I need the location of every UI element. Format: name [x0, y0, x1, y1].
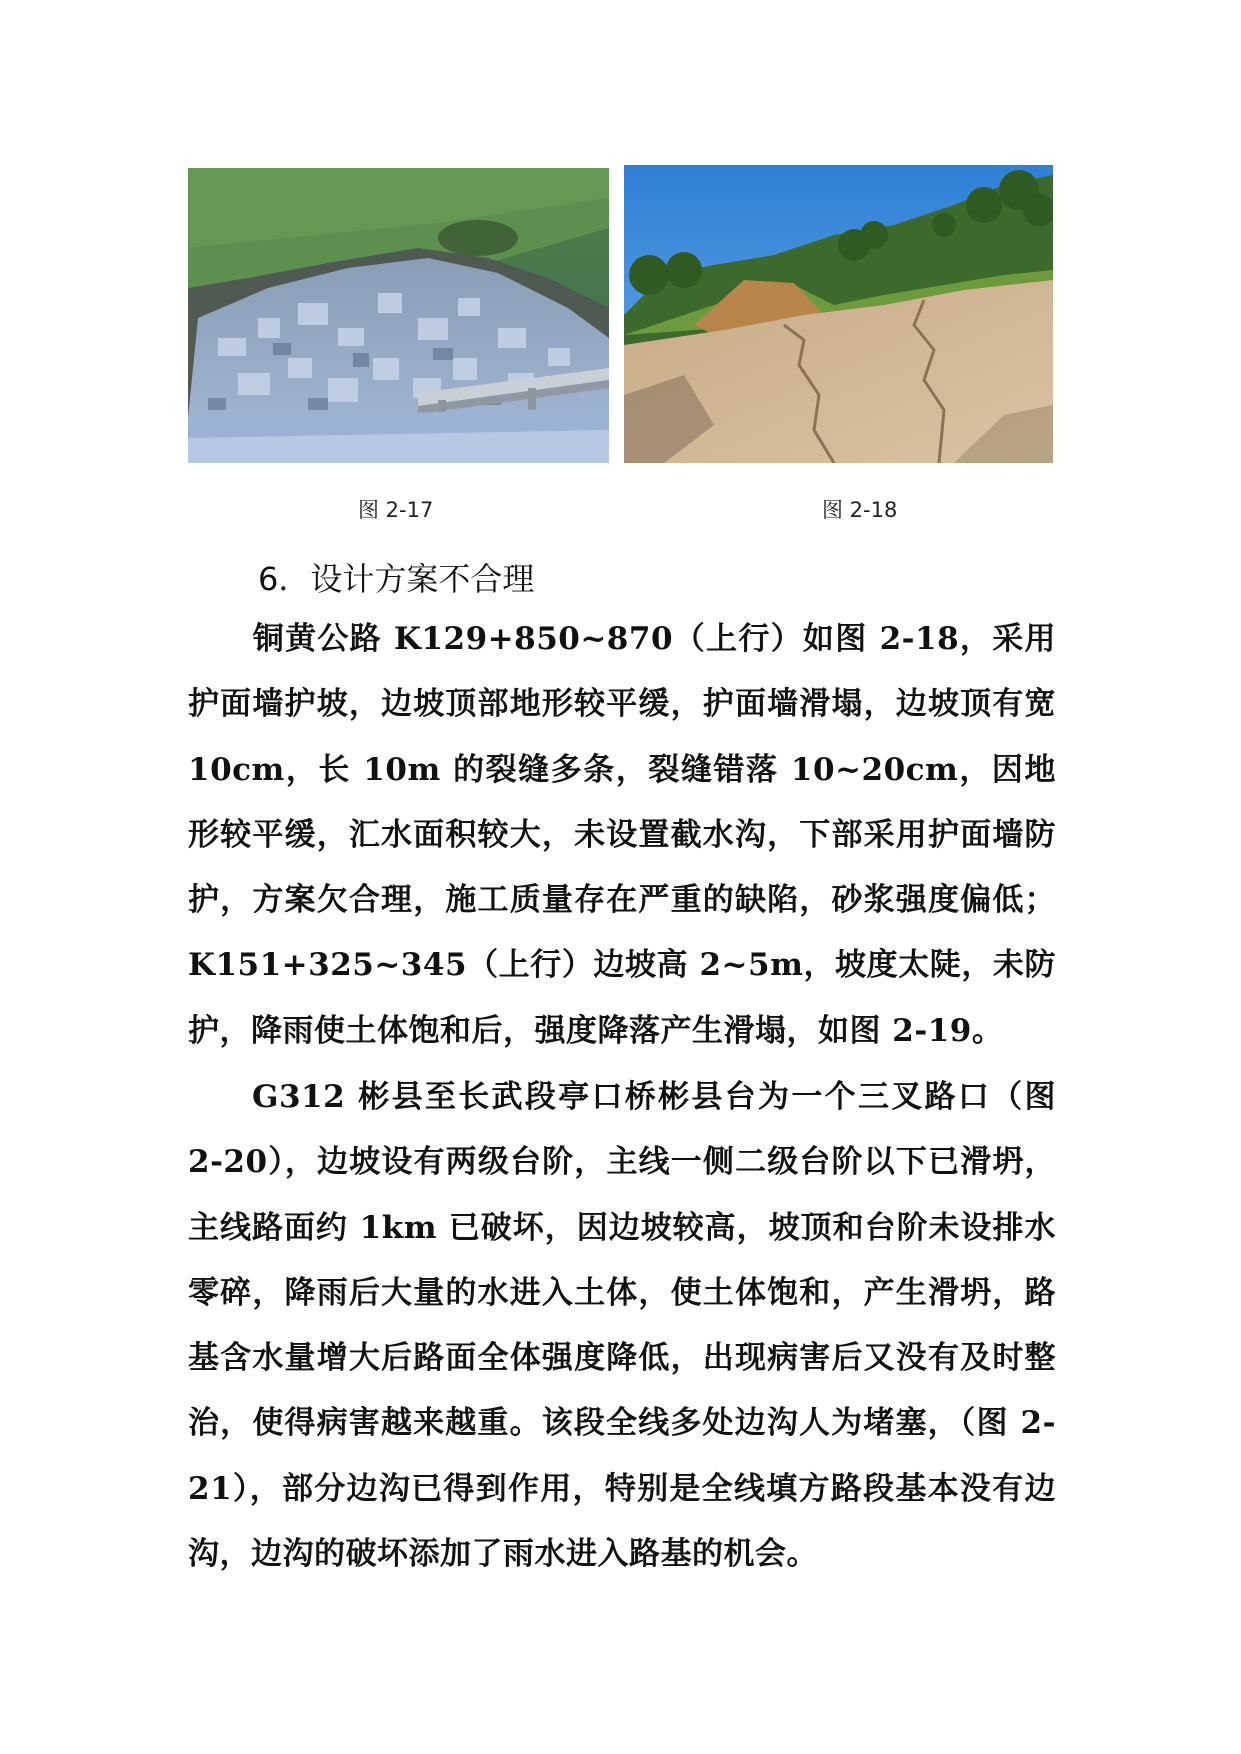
figure-2-17-caption: 图 2-17: [358, 498, 434, 522]
figure-2-17-photo: [188, 168, 609, 463]
paragraph-1: [188, 607, 1056, 1064]
paragraph-2: [188, 1065, 1056, 1587]
section-heading: 6．设计方案不合理: [258, 560, 535, 598]
paragraph-2-text: G312 彬县至长武段亭口桥彬县台为一个三叉路口（图 2-20），边坡设有两级台阶，主线一侧二级台阶以下已滑坍，主线路面约 1km 已破坏，因边坡较高，坡顶和台阶未设排水零碎，降雨后大量的水进入土体，使土体饱和，产生滑坍，路基含水量增大后路面全体强度降低，出现病害后又没有及时整治，使得病害越来越重。该段全线多处边沟人为堵塞，（图 2-21），部分边沟已得到作用，特别是全线填方路段基本没有边沟，边沟的破坏添加了雨水进入路基的机会。: [188, 1079, 1056, 1573]
figure-2-18-photo: [624, 165, 1053, 463]
paragraph-1-text: 铜黄公路 K129+850~870（上行）如图 2-18，采用护面墙护坡，边坡顶部地形较平缓，护面墙滑塌，边坡顶有宽 10cm，长 10m 的裂缝多条，裂缝错落 10~20cm，因地形较平缓，汇水面积较大，未设置截水沟，下部采用护面墙防护，方案欠合理，施工质量存在严重的缺陷，砂浆强度偏低；K151+325~345（上行）边坡高 2~5m，坡度太陡，未防护，降雨使土体饱和后，强度降落产生滑塌，如图 2-19。: [188, 621, 1056, 1049]
figure-2-18-caption: 图 2-18: [822, 498, 898, 522]
